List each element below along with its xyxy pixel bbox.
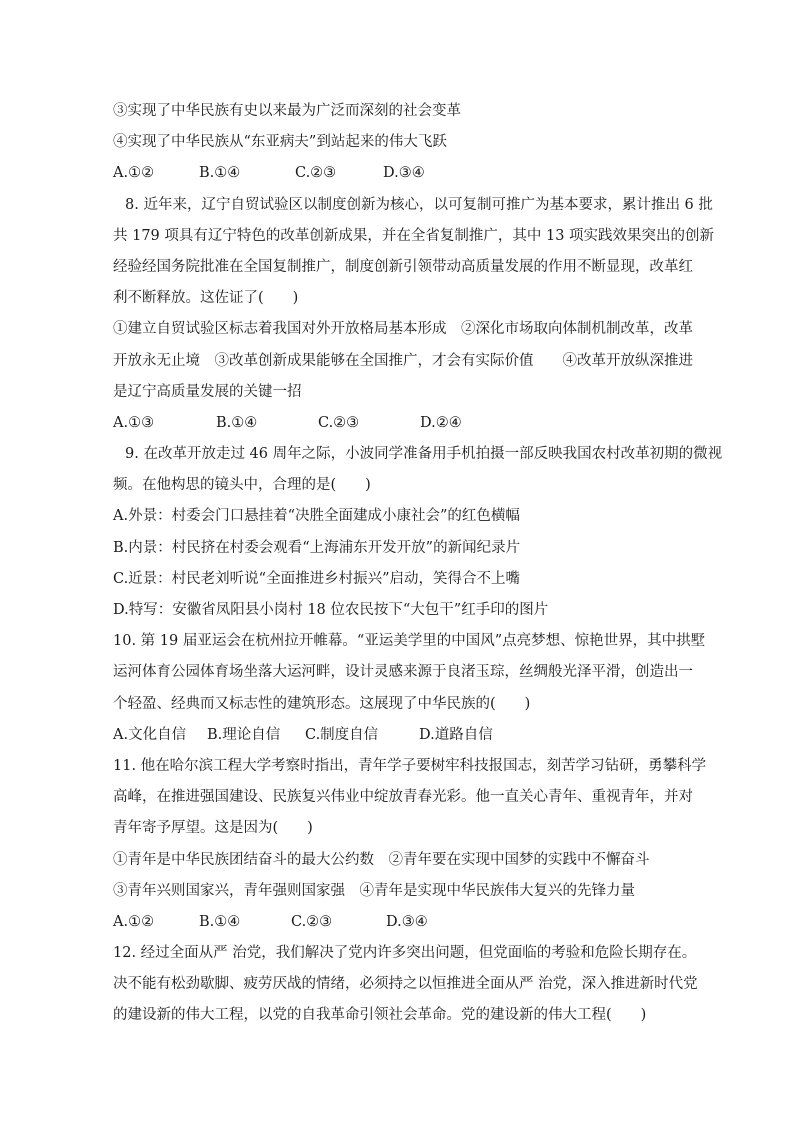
q10-stem-line-2: 运河体育公园体育场坐落大运河畔，设计灵感来源于良渚玉琮，丝绸般光泽平滑，创造出一: [113, 664, 693, 681]
q9-choice-d: D.特写：安徽省凤阳县小岗村 18 位农民按下“大包干”红手印的图片: [113, 602, 549, 618]
q9-stem-line-1: 9. 在改革开放走过 46 周年之际，小波同学准备用手机拍摄一部反映我国农村改革初期的微视: [125, 446, 723, 463]
q8-stem-line-3: 经验经国务院批准在全国复制推广，制度创新引领带动高质量发展的作用不断显现，改革红: [113, 258, 693, 275]
q12-stem-line-2: 决不能有松劲歇脚、疲劳厌战的情绪，必须持之以恒推进全面从严 治党，深入推进新时代党: [113, 976, 698, 993]
q10-option-d: D.道路自信: [419, 726, 493, 743]
q7-option-a: A.①②: [113, 165, 155, 182]
q9-choice-a: A.外景：村委会门口悬挂着“决胜全面建成小康社会”的红色横幅: [113, 508, 520, 525]
q8-items-line-3: 是辽宁高质量发展的关键一招: [113, 383, 302, 400]
q7-options: [113, 158, 683, 189]
q7-option-b: B.①④: [199, 165, 241, 182]
q11-option-d: D.③④: [386, 913, 428, 930]
q11-items-line-1: ①青年是中华民族团结奋斗的最大公约数 ②青年要在实现中国梦的实践中不懈奋斗: [113, 851, 650, 868]
q11-items-line-2: ③青年兴则国家兴，青年强则国家强 ④青年是实现中华民族伟大复兴的先锋力量: [113, 882, 635, 899]
q11-stem-line-3: 青年寄予厚望。这是因为( ): [113, 820, 313, 837]
q8-stem-line-4: 利不断释放。这佐证了( ): [113, 290, 299, 307]
q7-option-c: C.②③: [295, 165, 337, 182]
q7-item-4: ④实现了中华民族从“东亚病夫”到站起来的伟大飞跃: [113, 134, 447, 151]
q8-stem-line-2: 共 179 项具有辽宁特色的改革创新成果，并在全省复制推广，其中 13 项实践效果突出的创新: [113, 227, 715, 244]
q9-choice-c: C.近景：村民老刘听说“全面推进乡村振兴”启动，笑得合不上嘴: [113, 570, 521, 587]
q8-option-b: B.①④: [216, 414, 258, 431]
q11-option-a: A.①②: [113, 913, 155, 930]
q8-stem-line-1: 8. 近年来，辽宁自贸试验区以制度创新为核心，以可复制可推广为基本要求，累计推出 6 批: [125, 196, 713, 213]
q10-option-b: B.理论自信: [207, 726, 281, 743]
q9-stem-line-2: 频。在他构思的镜头中，合理的是( ): [113, 477, 371, 494]
q8-items-line-2: 开放永无止境 ③改革创新成果能够在全国推广，才会有实际价值 ④改革开放纵深推进: [113, 352, 693, 369]
q7-option-d: D.③④: [383, 165, 425, 182]
q11-option-b: B.①④: [199, 913, 241, 930]
q10-options: [113, 720, 683, 751]
q10-option-a: A.文化自信: [113, 726, 187, 743]
q8-option-c: C.②③: [318, 414, 360, 431]
q7-item-3: ③实现了中华民族有史以来最为广泛而深刻的社会变革: [113, 103, 461, 119]
q8-option-a: A.①③: [113, 414, 155, 431]
q10-option-c: C.制度自信: [305, 726, 379, 743]
q9-choice-b: B.内景：村民挤在村委会观看“上海浦东开发开放”的新闻纪录片: [113, 539, 521, 556]
q12-stem-line-1: 12. 经过全面从严 治党，我们解决了党内许多突出问题，但党面临的考验和危险长期存在。: [113, 945, 697, 962]
q10-stem-line-3: 个轻盈、经典而又标志性的建筑形态。这展现了中华民族的( ): [113, 695, 531, 712]
q12-stem-line-3: 的建设新的伟大工程，以党的自我革命引领社会革命。党的建设新的伟大工程( ): [113, 1007, 647, 1024]
q10-stem-line-1: 10. 第 19 届亚运会在杭州拉开帷幕。“亚运美学里的中国风”点亮梦想、惊艳世界，其中拱墅: [113, 633, 706, 650]
q11-stem-line-1: 11. 他在哈尔滨工程大学考察时指出，青年学子要树牢科技报国志，刻苦学习钻研，勇攀科学: [113, 757, 707, 774]
q11-stem-line-2: 高峰，在推进强国建设、民族复兴伟业中绽放青春光彩。他一直关心青年、重视青年，并对: [113, 789, 693, 806]
exam-page: [113, 96, 723, 1032]
q8-options: [113, 408, 683, 439]
q11-options: [113, 907, 683, 938]
q8-items-line-1: ①建立自贸试验区标志着我国对外开放格局基本形成 ②深化市场取向体制机制改革，改革: [113, 321, 693, 338]
q11-option-c: C.②③: [291, 913, 333, 930]
q8-option-d: D.②④: [420, 414, 462, 431]
